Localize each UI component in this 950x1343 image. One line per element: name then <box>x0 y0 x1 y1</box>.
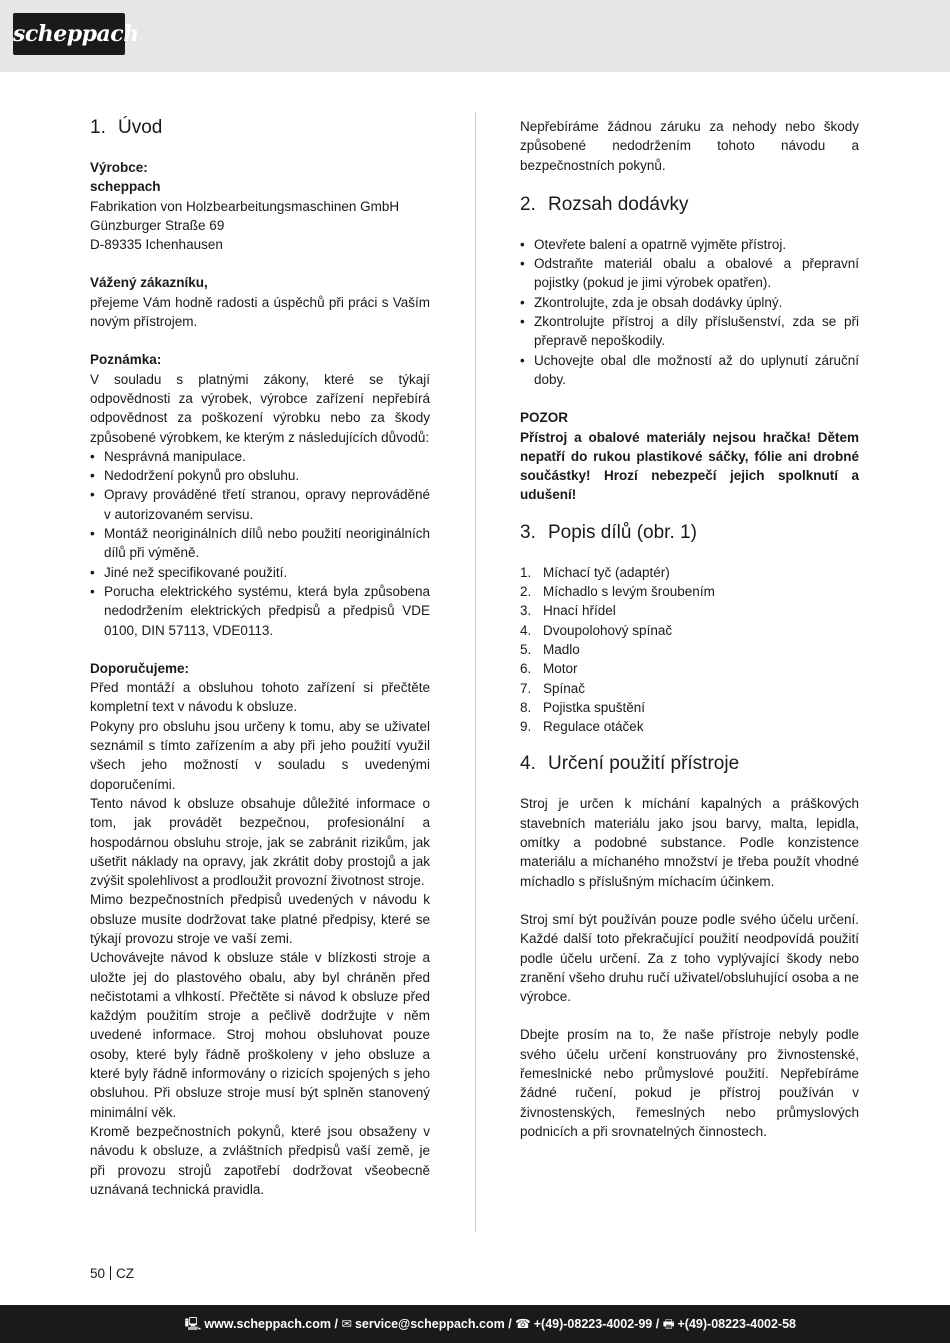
list-item: • Otevřete balení a opatrně vyjměte přístroj. <box>520 235 859 254</box>
item-number: 8. <box>520 699 532 715</box>
list-item <box>520 582 859 601</box>
section-2-heading <box>520 194 859 216</box>
list-item: • Nesprávná manipulace. <box>90 447 430 466</box>
disclaimer-text: Nepřebíráme žádnou záruku za nehody nebo škody způsobené nedodržením tohoto návodu a bezpečnostních pokynů. <box>520 119 859 173</box>
item-label: Motor <box>543 661 578 677</box>
list-item: • Montáž neoriginálních dílů nebo použití neoriginálních dílů při výměně. <box>90 524 430 563</box>
fax-number: +(49)-08223-4002-58 <box>677 1317 796 1331</box>
section-title: Úvod <box>118 117 163 138</box>
website-link[interactable]: www.scheppach.com <box>204 1317 331 1331</box>
list-item: • Odstraňte materiál obalu a obalové a přepravní pojistky (pokud je jimi výrobek opatřen). <box>520 254 859 293</box>
item-number: 5. <box>520 641 532 657</box>
section-4-heading <box>520 753 859 775</box>
item-label: Hnací hřídel <box>543 603 616 619</box>
page-number <box>90 1265 134 1283</box>
page-number-value: 50 <box>90 1266 106 1281</box>
left-column <box>90 117 430 1199</box>
section-title: Určení použití přístroje <box>548 753 740 775</box>
section-number: 1. <box>90 117 106 138</box>
separator: / <box>655 1317 660 1331</box>
list-item: • Nedodržení pokynů pro obsluhu. <box>90 466 430 485</box>
recommendation-label: Doporučujeme: <box>90 660 190 676</box>
section-title: Rozsah dodávky <box>548 193 689 215</box>
list-item <box>520 679 859 698</box>
delivery-list <box>520 235 859 389</box>
list-item: • Zkontrolujte, zda je obsah dodávky úplný. <box>520 293 859 312</box>
note-text: V souladu s platnými zákony, které se týkají odpovědnosti za výrobek, výrobce zařízení nepřebírá odpovědnost za poškození výrobku nebo za škody způsobené výrobkem, ke kterým z následujících důvodů: <box>90 371 430 445</box>
list-item: • Uchovejte obal dle možností až do uplynutí záruční doby. <box>520 351 859 390</box>
computer-icon: 🖳 <box>184 1317 202 1331</box>
manufacturer-name: scheppach <box>90 179 161 195</box>
list-item: • Porucha elektrického systému, která byla způsobena nedodržením elektrických předpisů a předpisů VDE 0100, DIN 57113, VDE0113. <box>90 582 430 640</box>
section-3-heading <box>520 522 859 544</box>
section-number: 4. <box>520 753 536 775</box>
contact-line <box>185 1305 796 1343</box>
column-divider <box>475 112 476 1232</box>
item-number: 9. <box>520 719 532 735</box>
usage-paragraph: Dbejte prosím na to, že naše přístroje nebyly podle svého účelu určení konstruovány pro živnostenské, řemeslnické nebo průmyslové použití. Nepřebíráme žádné ručení, pokud je přístroj používán v živnostenských, řemeslných nebo průmyslových podnicích a při srovnatelných činnostech. <box>520 1027 859 1139</box>
item-number: 2. <box>520 584 532 600</box>
right-column <box>520 117 859 1141</box>
section-number: 3. <box>520 521 536 543</box>
address-line: Günzburger Straße 69 <box>90 217 225 233</box>
list-item <box>520 717 859 736</box>
list-item: • Jiné než specifikované použití. <box>90 563 430 582</box>
item-label: Pojistka spuštění <box>543 699 646 715</box>
mail-icon: ✉ <box>341 1317 352 1331</box>
section-number: 2. <box>520 193 536 215</box>
item-number: 4. <box>520 622 532 638</box>
note-list <box>90 447 430 640</box>
usage-paragraph: Stroj je určen k míchání kapalných a práškových stavebních materiálu jako jsou barvy, malta, lepidla, omítky a podobné substance. Podle konzistence materiálu a míchaného množství je třeba použít vhodné míchadlo s příslušným míchacím účinkem. <box>520 796 859 889</box>
recommendation-paragraph: Uchovávejte návod k obsluze stále v blízkosti stroje a uložte jej do plastového obalu, aby byl chráněn před nečistotami a vlhkostí. Přečtěte si návod k obsluze před každým použitím stroje a pečlivě dodržujte v něm uvedené informace. Stroj mohou obsluhovat pouze osoby, které byly řádně proškoleny v jeho obsluze a které byly řádně informovány o rizicích spojených s jeho obsluhou. Při obsluze stroje musí být splněn stanovený minimální věk. <box>90 950 430 1120</box>
separator: / <box>334 1317 338 1331</box>
language-code: CZ <box>116 1266 135 1281</box>
item-number: 6. <box>520 661 532 677</box>
page-footer <box>0 1305 950 1343</box>
phone-number: +(49)-08223-4002-99 <box>533 1317 653 1331</box>
warning-text: Přístroj a obalové materiály nejsou hračka! Dětem nepatří do rukou plastikové sáčky, fólie ani drobné součástky! Hrozí nebezpečí jejich spolknutí a udušení! <box>520 429 859 503</box>
item-label: Míchací tyč (adaptér) <box>543 564 670 580</box>
parts-list <box>520 563 859 737</box>
list-item: • Zkontrolujte přístroj a díly příslušenství, zda se při přepravě nepoškodily. <box>520 312 859 351</box>
note-label: Poznámka: <box>90 352 162 368</box>
separator: / <box>508 1317 512 1331</box>
item-number: 1. <box>520 564 532 580</box>
item-number: 3. <box>520 603 532 619</box>
list-item <box>520 640 859 659</box>
email-link[interactable]: service@scheppach.com <box>354 1317 505 1331</box>
page-number-separator <box>110 1266 111 1280</box>
recommendation-paragraph: Mimo bezpečnostních předpisů uvedených v návodu k obsluze musíte dodržovat take platné předpisy, které se týkají provozu stroje ve vaší zemi. <box>90 892 430 946</box>
recommendation-paragraph: Pokyny pro obsluhu jsou určeny k tomu, aby se uživatel seznámil s tímto zařízením a aby při jeho použití využil všech jeho možností v souladu s uvedenými doporučeními. <box>90 718 430 792</box>
manufacturer-label: Výrobce: <box>90 160 148 175</box>
greeting-text: přejeme Vám hodně radosti a úspěchů při práci s Vaším novým přístrojem. <box>90 294 430 330</box>
item-label: Spínač <box>543 680 586 696</box>
usage-paragraph: Stroj smí být používán pouze podle svého účelu určení. Každé další toto překračující použití neodpovídá použití podle účelu určení. Za z toho vyplývající škody nebo zranění všeho druhu ručí uživatel/obsluhující osoba a ne výrobce. <box>520 911 859 1005</box>
list-item <box>520 563 859 582</box>
item-number: 7. <box>520 680 532 696</box>
recommendation-paragraph: Kromě bezpečnostních pokynů, které jsou obsaženy v návodu k obsluze, a zvláštních předpisů vaší země, je při provozu strojů zapotřebí dodržovat všeobecně uznávaná technická pravidla. <box>90 1123 430 1197</box>
address-line: D-89335 Ichenhausen <box>90 237 223 253</box>
phone-icon: ☎ <box>515 1317 531 1331</box>
list-item <box>520 659 859 678</box>
greeting-label: Vážený zákazníku, <box>90 275 208 291</box>
item-label: Dvoupolohový spínač <box>543 622 673 638</box>
list-item: • Opravy prováděné třetí stranou, opravy neprováděné v autorizovaném servisu. <box>90 485 430 524</box>
item-label: Madlo <box>543 641 580 657</box>
list-item <box>520 698 859 717</box>
warning-label: POZOR <box>520 410 569 426</box>
fax-icon: 🖶 <box>662 1317 675 1331</box>
list-item <box>520 601 859 620</box>
item-label: Regulace otáček <box>543 719 644 735</box>
page-header <box>0 0 950 72</box>
item-label: Míchadlo s levým šroubením <box>543 584 715 600</box>
section-title: Popis dílů (obr. 1) <box>548 521 697 543</box>
section-1-heading <box>90 117 430 139</box>
scheppach-logo: scheppach <box>13 13 125 55</box>
recommendation-paragraph: Tento návod k obsluze obsahuje důležité informace o tom, jak provádět bezpečnou, profesionální a hospodárnou obsluhu stroje, jak se zabránit rizikům, jak ušetřit náklady na opravy, jak zkrátit doby prostojů a jak zvýšit spolehlivost a prodloužit provozní životnost stroje. <box>90 795 430 889</box>
recommendation-paragraph: Před montáží a obsluhou tohoto zařízení si přečtěte kompletní text v návodu k obsluze. <box>90 680 430 715</box>
address-line: Fabrikation von Holzbearbeitungsmaschinen GmbH <box>90 198 400 214</box>
list-item <box>520 621 859 640</box>
